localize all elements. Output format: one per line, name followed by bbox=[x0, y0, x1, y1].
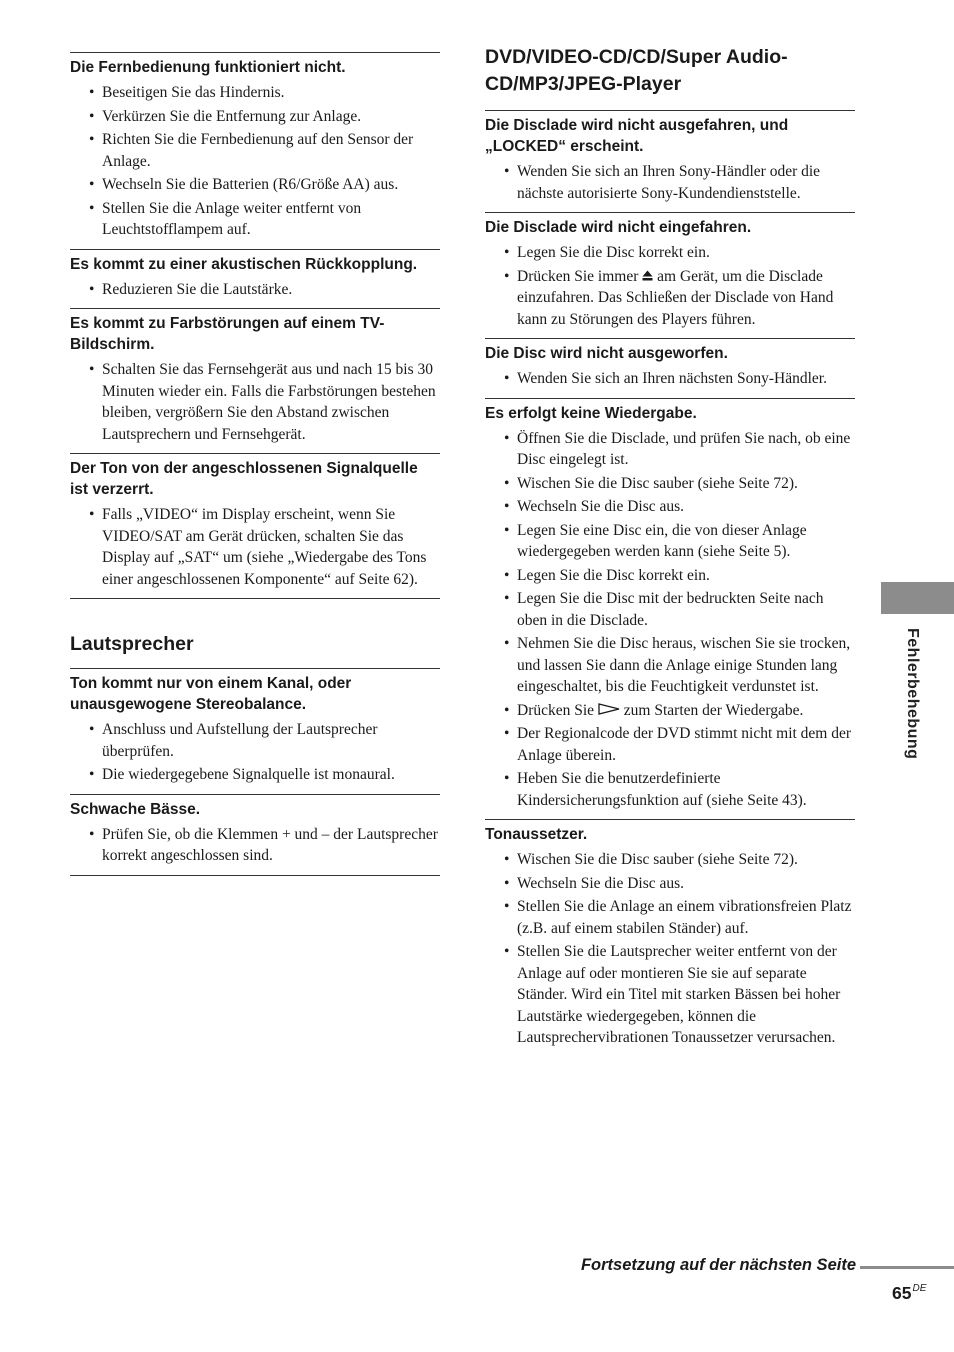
list-item: • Schalten Sie das Fernsehgerät aus und nach 15 bis 30 Minuten wieder ein. Falls die Farbstörungen bestehen bleiben, vergrößern Sie den Abstand zwischen Lautsprechern und Fernsehgerät. bbox=[70, 359, 440, 445]
list-item: • Legen Sie die Disc mit der bedruckten Seite nach oben in die Disclade. bbox=[485, 588, 855, 631]
right-column bbox=[485, 46, 855, 1057]
entry-tonaussetzer bbox=[485, 819, 855, 1049]
page-number-suffix: DE bbox=[912, 1283, 927, 1294]
list-item: • Legen Sie eine Disc ein, die von dieser Anlage wiedergegeben werden kann (siehe Seite 5). bbox=[485, 520, 855, 563]
list-item: • Falls „VIDEO“ im Display erscheint, wenn Sie VIDEO/SAT am Gerät drücken, schalten Sie das Display auf „SAT“ um (siehe „Wiedergabe des Tons einer angeschlossenen Komponente“ auf Seite 62). bbox=[70, 504, 440, 590]
entry-items bbox=[70, 359, 440, 445]
list-item: • Legen Sie die Disc korrekt ein. bbox=[485, 565, 855, 587]
entry-disclade-nicht-eingefahren bbox=[485, 212, 855, 330]
side-tab bbox=[881, 582, 954, 614]
list-item: • Wechseln Sie die Disc aus. bbox=[485, 873, 855, 895]
entry-keine-wiedergabe bbox=[485, 398, 855, 812]
entry-items bbox=[70, 719, 440, 786]
list-item bbox=[485, 700, 855, 722]
item-text-after: zum Starten der Wiedergabe. bbox=[623, 701, 804, 719]
entry-items bbox=[70, 279, 440, 301]
troubleshooting-entry bbox=[70, 249, 440, 301]
entry-heading: Die Fernbedienung funktioniert nicht. bbox=[70, 59, 346, 76]
troubleshooting-entry bbox=[70, 52, 440, 241]
troubleshooting-entry bbox=[70, 668, 440, 786]
list-item: • Wischen Sie die Disc sauber (siehe Seite 72). bbox=[485, 473, 855, 495]
troubleshooting-entry bbox=[70, 453, 440, 590]
entry-items bbox=[485, 368, 855, 390]
list-item: • Stellen Sie die Anlage an einem vibrationsfreien Platz (z.B. auf einem stabilen Ständer) auf. bbox=[485, 896, 855, 939]
list-item: • Wischen Sie die Disc sauber (siehe Seite 72). bbox=[485, 849, 855, 871]
section-title-lautsprecher: Lautsprecher bbox=[70, 633, 194, 655]
list-item: • Legen Sie die Disc korrekt ein. bbox=[485, 242, 855, 264]
entry-items bbox=[485, 161, 855, 204]
list-item: • Reduzieren Sie die Lautstärke. bbox=[70, 279, 440, 301]
list-item bbox=[485, 266, 855, 331]
item-text-after: am Gerät, um die Disclade einzufahren. Das Schließen der Disclade von Hand kann zu Störungen des Players führen. bbox=[517, 267, 834, 328]
play-icon bbox=[598, 703, 620, 715]
page-number bbox=[892, 1283, 926, 1304]
list-item: • Beseitigen Sie das Hindernis. bbox=[70, 82, 440, 104]
list-item: • Der Regionalcode der DVD stimmt nicht mit dem der Anlage überein. bbox=[485, 723, 855, 766]
left-column bbox=[70, 52, 440, 876]
troubleshooting-entry bbox=[70, 794, 440, 867]
entry-items bbox=[485, 849, 855, 1049]
entry-heading: Schwache Bässe. bbox=[70, 800, 201, 818]
list-item: • Richten Sie die Fernbedienung auf den Sensor der Anlage. bbox=[70, 129, 440, 172]
list-item: • Öffnen Sie die Disclade, und prüfen Sie nach, ob eine Disc eingelegt ist. bbox=[485, 428, 855, 471]
list-item: • Wenden Sie sich an Ihren nächsten Sony-Händler. bbox=[485, 368, 855, 390]
left-section-entries bbox=[70, 668, 440, 867]
list-item: • Prüfen Sie, ob die Klemmen + und – der Lautsprecher korrekt angeschlossen sind. bbox=[70, 824, 440, 867]
entry-heading: Die Disc wird nicht ausgeworfen. bbox=[485, 345, 728, 362]
entry-items bbox=[70, 82, 440, 241]
entry-heading: Es kommt zu einer akustischen Rückkopplung. bbox=[70, 255, 418, 273]
list-item: • Wechseln Sie die Batterien (R6/Größe AA) aus. bbox=[70, 174, 440, 196]
list-item: • Wenden Sie sich an Ihren Sony-Händler oder die nächste autorisierte Sony-Kundendienststelle. bbox=[485, 161, 855, 204]
entry-disclade-nicht-ausgefahren bbox=[485, 110, 855, 204]
entry-heading: Tonaussetzer. bbox=[485, 826, 588, 843]
list-item: • Wechseln Sie die Disc aus. bbox=[485, 496, 855, 518]
left-bottom-end-rule bbox=[70, 875, 440, 876]
entry-items bbox=[70, 824, 440, 867]
item-text-before: Drücken Sie bbox=[517, 701, 595, 719]
continued-rule bbox=[860, 1266, 954, 1269]
list-item: • Stellen Sie die Lautsprecher weiter entfernt von der Anlage auf oder montieren Sie sie auf separate Ständer. Wird ein Titel mit starken Bässen bei hoher Lautstärke wiedergegeben, können die Lautsprechervibrationen Tonaussetzer verursachen. bbox=[485, 941, 855, 1049]
left-top-entries bbox=[70, 52, 440, 590]
item-text-before: Drücken Sie immer bbox=[517, 267, 639, 285]
list-item: • Nehmen Sie die Disc heraus, wischen Sie sie trocken, und lassen Sie dann die Anlage einige Stunden lang eingeschaltet, bis die Feuchtigkeit verdunstet ist. bbox=[485, 633, 855, 698]
entry-heading: Es erfolgt keine Wiedergabe. bbox=[485, 404, 697, 422]
continued-note: Fortsetzung auf der nächsten Seite bbox=[580, 1256, 856, 1274]
entry-heading: Es kommt zu Farbstörungen auf einem TV-Bildschirm. bbox=[70, 315, 385, 353]
list-item: • Verkürzen Sie die Entfernung zur Anlage. bbox=[70, 106, 440, 128]
entry-disc-nicht-ausgeworfen bbox=[485, 338, 855, 390]
troubleshooting-entry bbox=[70, 308, 440, 445]
page-number-value: 65 bbox=[892, 1283, 912, 1303]
entry-items bbox=[485, 242, 855, 330]
entry-heading: Die Disclade wird nicht eingefahren. bbox=[485, 219, 752, 236]
list-item: • Die wiedergegebene Signalquelle ist monaural. bbox=[70, 764, 440, 786]
list-item: • Heben Sie die benutzerdefinierte Kindersicherungsfunktion auf (siehe Seite 43). bbox=[485, 768, 855, 811]
entry-heading: Ton kommt nur von einem Kanal, oder unausgewogene Stereobalance. bbox=[70, 675, 352, 713]
side-tab-label: Fehlerbehebung bbox=[904, 628, 921, 760]
list-item: • Stellen Sie die Anlage weiter entfernt von Leuchtstofflampem auf. bbox=[70, 198, 440, 241]
entry-heading: Die Disclade wird nicht ausgefahren, und „LOCKED“ erscheint. bbox=[485, 117, 789, 155]
entry-items bbox=[485, 428, 855, 812]
list-item: • Anschluss und Aufstellung der Lautsprecher überprüfen. bbox=[70, 719, 440, 762]
entry-heading: Der Ton von der angeschlossenen Signalquelle ist verzerrt. bbox=[70, 460, 418, 498]
section-title-dvd-player: DVD/VIDEO-CD/CD/Super Audio-CD/MP3/JPEG-Player bbox=[485, 46, 788, 95]
entry-items bbox=[70, 504, 440, 590]
eject-icon bbox=[642, 270, 653, 281]
